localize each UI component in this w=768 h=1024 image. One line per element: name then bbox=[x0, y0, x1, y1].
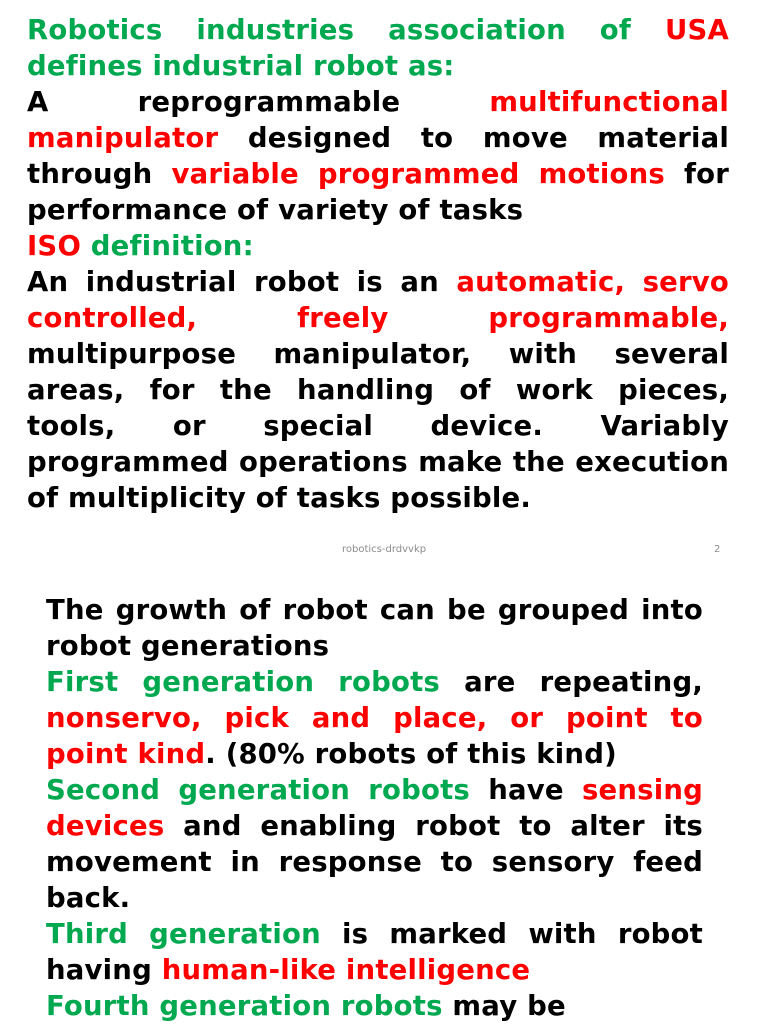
text-run: nonservo, pick and place, or point to point kind bbox=[46, 702, 703, 770]
text-run: defines industrial robot as: bbox=[27, 50, 455, 82]
text-run: automatic, servo controlled, freely programmable, bbox=[27, 266, 729, 334]
text-run: Third generation bbox=[46, 918, 321, 950]
text-run: . (80% robots of this kind) bbox=[205, 738, 617, 770]
text-run: multipurpose manipulator, with several areas, for the handling of work pieces, tools, or special device. Variably programmed operations make the execution of multiplicity of tasks possible. bbox=[27, 338, 729, 514]
text-run: Second generation robots bbox=[46, 774, 471, 806]
generations-intro bbox=[46, 592, 703, 664]
text-run: are repeating, bbox=[440, 666, 703, 698]
text-run: human-like intelligence bbox=[161, 954, 531, 986]
text-run: definition: bbox=[81, 230, 254, 262]
text-run: Fourth generation robots bbox=[46, 990, 443, 1022]
text-run: Robotics industries association of bbox=[27, 14, 665, 46]
slide-definitions bbox=[27, 12, 729, 516]
text-run: variable programmed motions bbox=[171, 158, 665, 190]
slide-footer-author: robotics-drdvvkp bbox=[342, 544, 427, 555]
iso-definition-heading bbox=[27, 228, 729, 264]
text-run: for performance of variety of tasks bbox=[27, 158, 730, 226]
slide-page-number: 2 bbox=[714, 544, 721, 555]
text-run: may be bbox=[442, 990, 566, 1022]
text-run: ISO bbox=[27, 230, 82, 262]
text-run: and enabling robot to alter its movement in response to sensory feed back. bbox=[46, 810, 703, 914]
ria-definition-body bbox=[27, 84, 729, 228]
slide-robot-generations bbox=[46, 592, 703, 1024]
text-run: is marked with robot having bbox=[46, 918, 703, 986]
text-run: The growth of robot can be grouped into robot generations bbox=[46, 594, 703, 662]
text-run: designed to move material through bbox=[27, 122, 729, 190]
fourth-generation-paragraph bbox=[46, 988, 703, 1024]
text-run: USA bbox=[664, 14, 729, 46]
text-run: sensing devices bbox=[46, 774, 704, 842]
first-generation-paragraph bbox=[46, 664, 703, 772]
text-run: multifunctional manipulator bbox=[27, 86, 729, 154]
second-generation-paragraph bbox=[46, 772, 703, 916]
ria-definition-heading bbox=[27, 12, 729, 84]
text-run: An industrial robot is an bbox=[27, 266, 457, 298]
text-run: A reprogrammable bbox=[27, 86, 490, 118]
third-generation-paragraph bbox=[46, 916, 703, 988]
text-run: First generation robots bbox=[46, 666, 440, 698]
text-run: have bbox=[470, 774, 582, 806]
iso-definition-body bbox=[27, 264, 729, 516]
